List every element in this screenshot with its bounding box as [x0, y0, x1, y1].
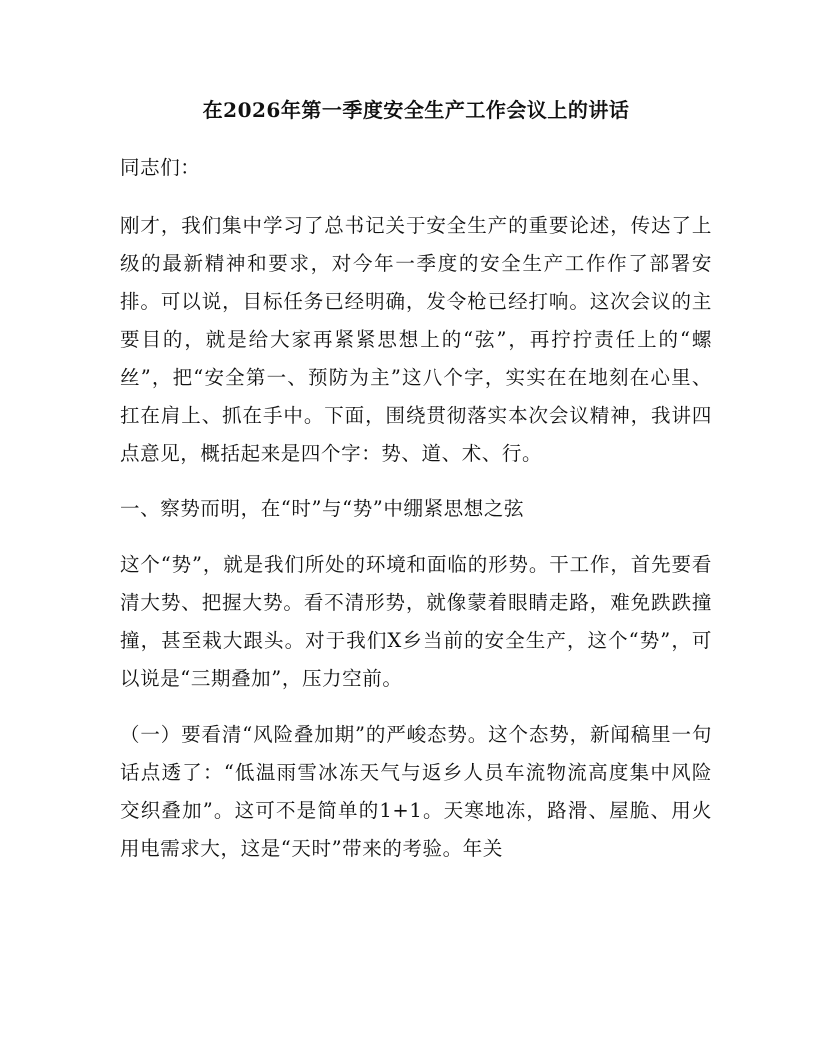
paragraph-risk-period: （一）要看清“风险叠加期”的严峻态势。这个态势，新闻稿里一句话点透了：“低温雨雪冰冻天气与返乡人员车流物流高度集中风险交织叠加”。这可不是简单的1+1。天寒地冻，路滑、屋脆、用火用电需求大，这是“天时”带来的考验。年关 — [120, 723, 712, 860]
salutation: 同志们： — [120, 156, 201, 179]
paragraph-situation: 这个“势”，就是我们所处的环境和面临的形势。干工作，首先要看清大势、把握大势。看不清形势，就像蒙着眼睛走路，难免跌跌撞撞，甚至栽大跟头。对于我们X乡当前的安全生产，这个“势”，可以说是“三期叠加”，压力空前。 — [120, 553, 712, 690]
document-body — [120, 94, 712, 868]
section-heading-1: 一、察势而明，在“时”与“势”中绷紧思想之弦 — [120, 497, 525, 520]
document-title: 在2026年第一季度安全生产工作会议上的讲话 — [202, 98, 630, 122]
paragraph-intro: 刚才，我们集中学习了总书记关于安全生产的重要论述，传达了上级的最新精神和要求，对今年一季度的安全生产工作作了部署安排。可以说，目标任务已经明确，发令枪已经打响。这次会议的主要目的，就是给大家再紧紧思想上的“弦”，再拧拧责任上的“螺丝”，把“安全第一、预防为主”这八个字，实实在在地刻在心里、扛在肩上、抓在手中。下面，围绕贯彻落实本次会议精神，我讲四点意见，概括起来是四个字：势、道、术、行。 — [120, 214, 712, 465]
